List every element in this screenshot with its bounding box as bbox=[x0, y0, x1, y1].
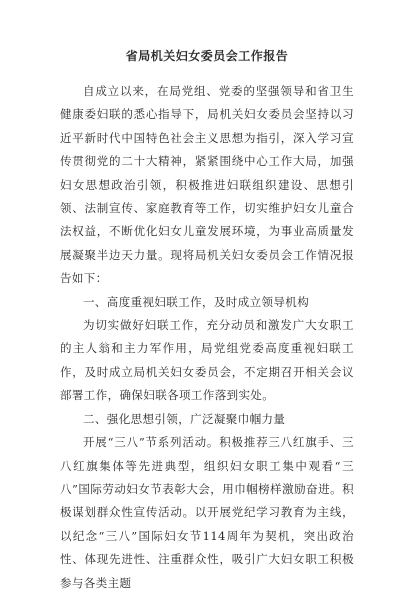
document-title: 省局机关妇女委员会工作报告 bbox=[125, 49, 289, 63]
section-2-heading: 二、强化思想引领，广泛凝聚巾帼力量 bbox=[83, 411, 286, 426]
section-1-heading: 一、高度重视妇联工作，及时成立领导机构 bbox=[83, 294, 310, 309]
section-1-paragraph: 为切实做好妇联工作，充分动员和激发广大女职工的主人翁和主力军作用，局党组党委高度重视妇联工作，及时成立局机关妇女委员会，不定期召开相关会议部署工作，确保妇联各项工作落到实处。 bbox=[60, 318, 354, 403]
intro-paragraph: 自成立以来，在局党组、党委的坚强领导和省卫生健康委妇联的悉心指导下，局机关妇女委员会坚持以习近平新时代中国特色社会主义思想为指引，深入学习宣传贯彻党的二十大精神，紧紧围绕中心工作大局，加强妇女思想政治引领，积极推进妇联组织建设、思想引领、法制宣传、家庭教育等工作，切实维护妇女儿童合法权益，不断优化妇女儿童发展环境，为事业高质量发展凝聚半边天力量。现将局机关妇女委员会工作情况报告如下： bbox=[60, 84, 354, 286]
section-2-paragraph: 开展“三八”节系列活动。积极推荐三八红旗手、三八红旗集体等先进典型，组织妇女职工集中观看“三八”国际劳动妇女节表彰大会，用巾帼榜样激励奋进。积极谋划群众性宣传活动。以开展党纪学习教育为主线，以纪念“三八”国际妇女节114周年为契机，突出政治性、体现先进性、注重群众性，吸引广大妇女职工积极参与各类主题 bbox=[60, 435, 354, 590]
document-page bbox=[60, 48, 354, 595]
